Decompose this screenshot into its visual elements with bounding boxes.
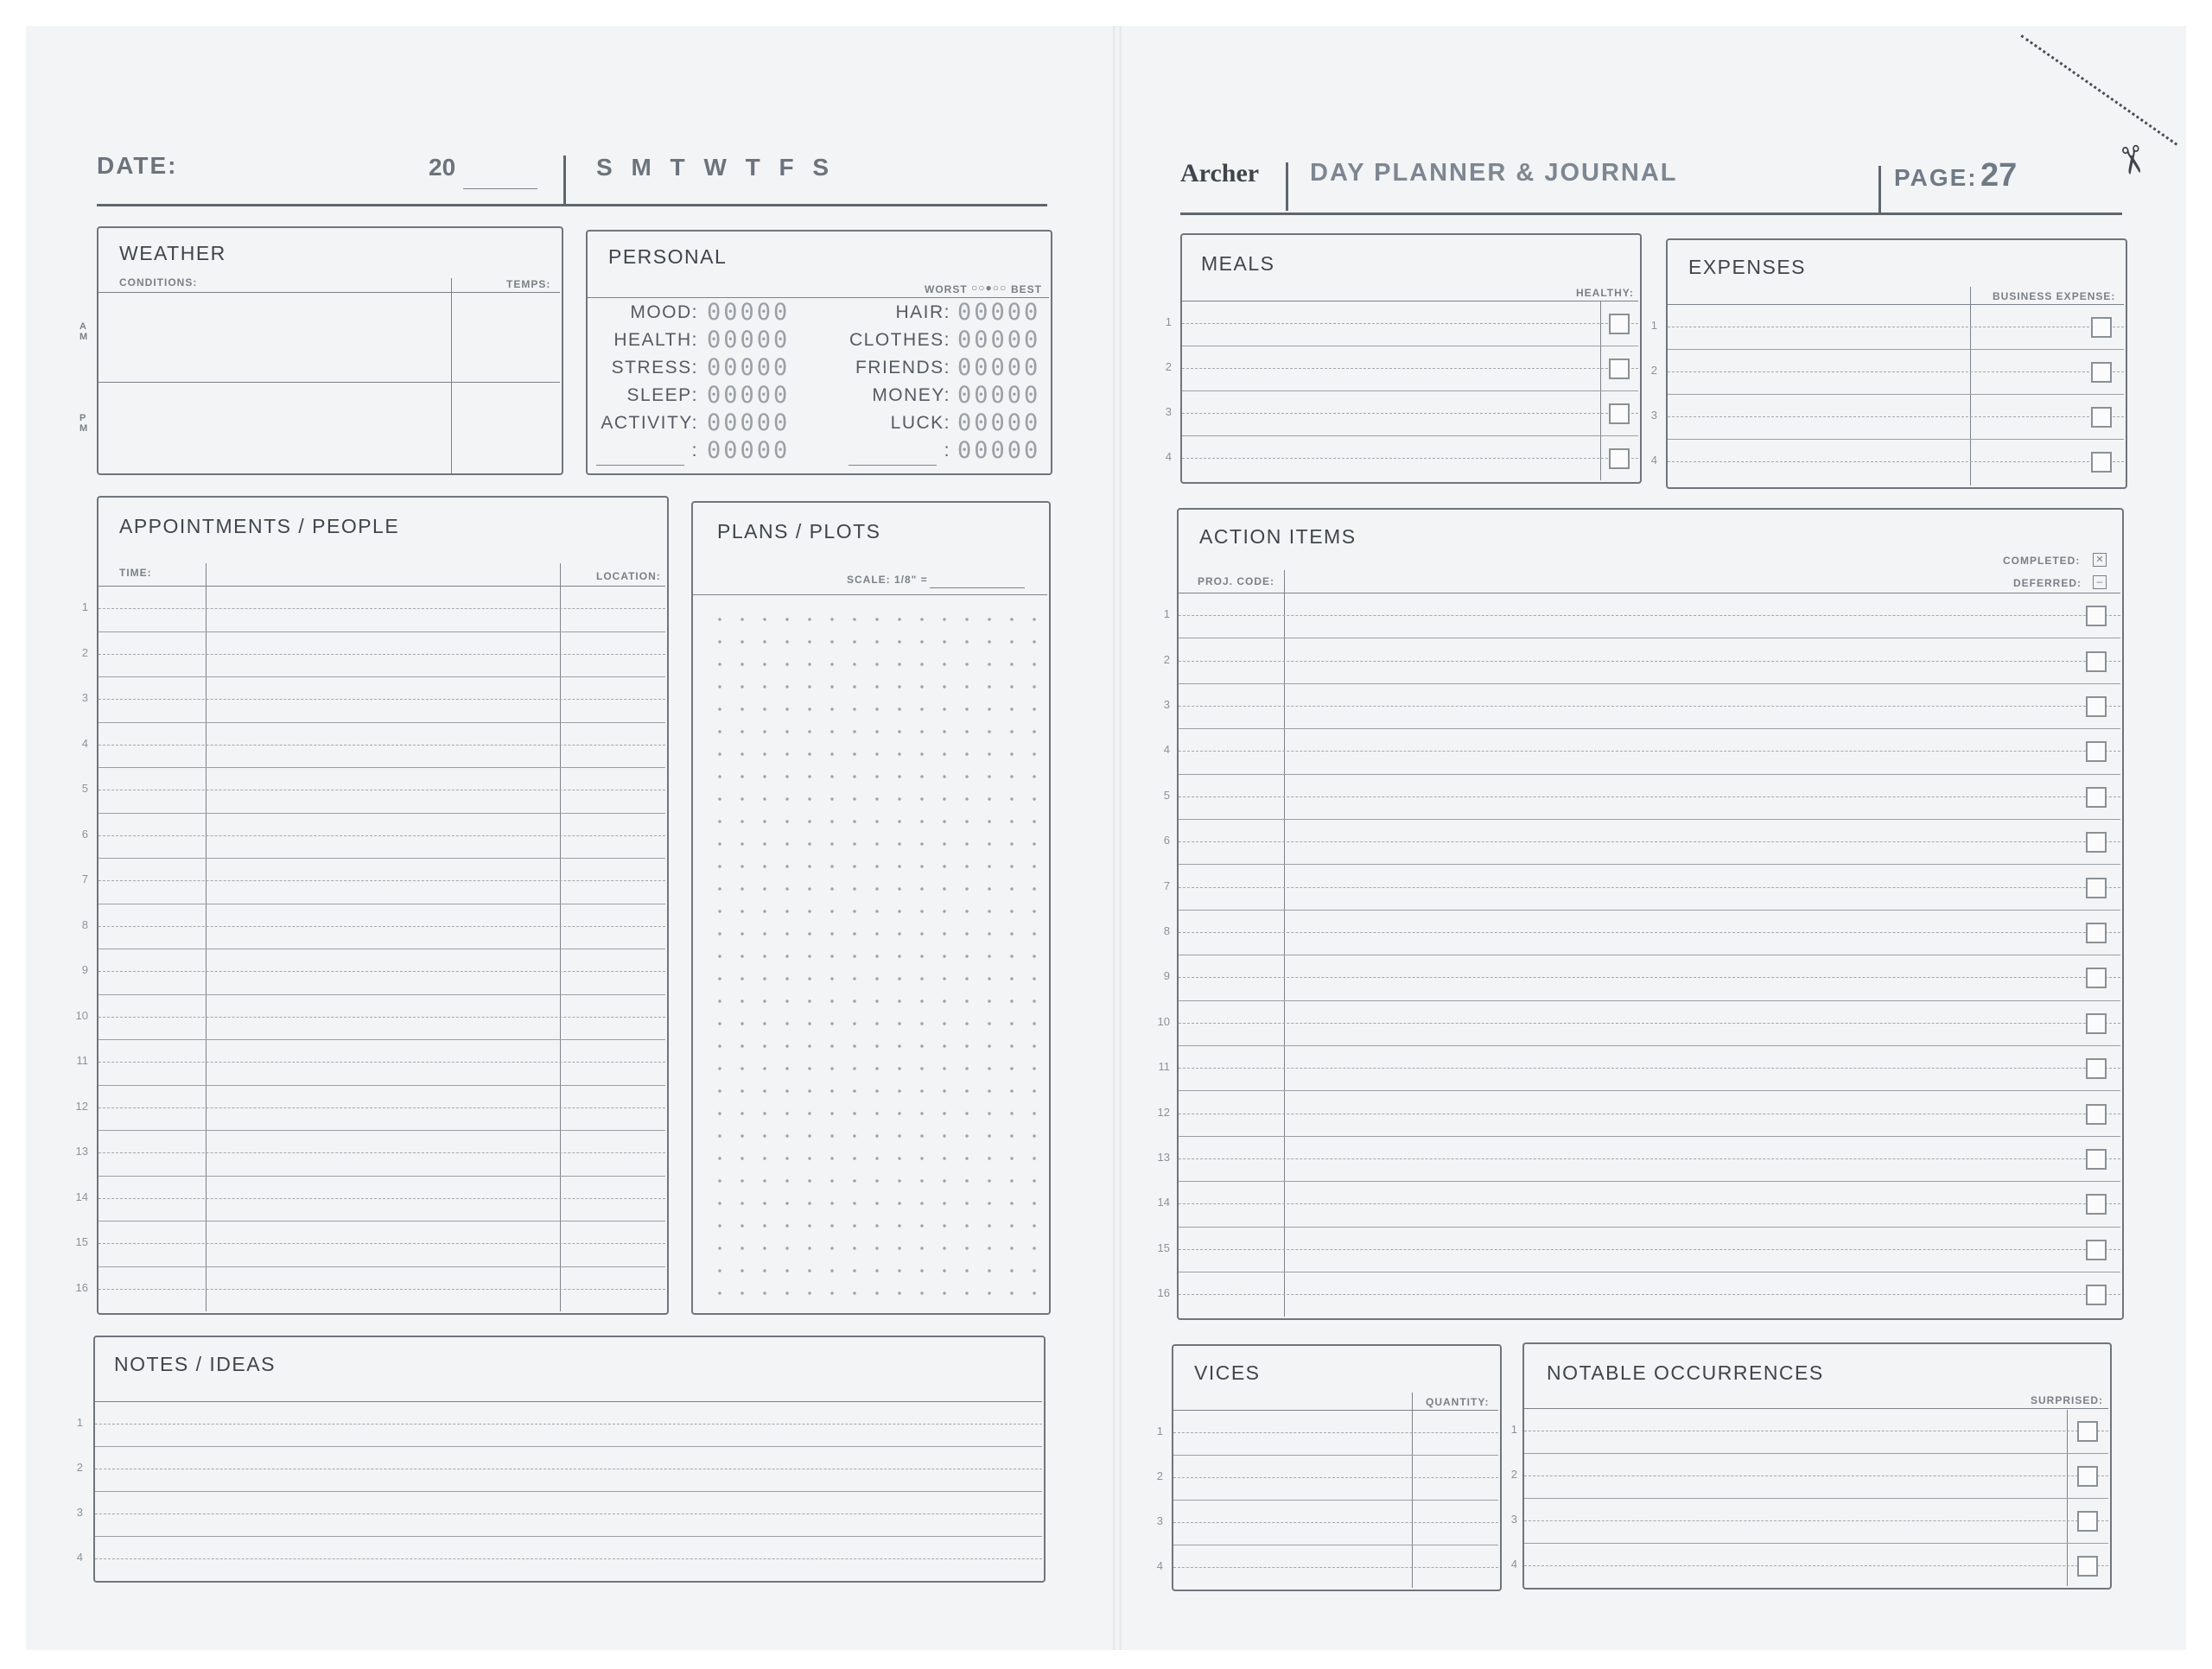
- row-number: 6: [1163, 834, 1170, 847]
- row-number: 15: [75, 1235, 88, 1249]
- appointments-location-label: LOCATION:: [596, 570, 661, 582]
- ruled-line[interactable]: [99, 1243, 665, 1244]
- ruled-line[interactable]: [99, 926, 665, 927]
- row-number: 1: [1510, 1423, 1517, 1436]
- ruled-line[interactable]: [1182, 413, 1638, 414]
- deferred-label: DEFERRED:: [2013, 577, 2082, 589]
- row-checkbox[interactable]: [2086, 606, 2107, 626]
- ruled-line[interactable]: [99, 1198, 665, 1199]
- row-separator: [1524, 1453, 2108, 1454]
- row-number: 9: [1163, 969, 1170, 983]
- ruled-line[interactable]: [1173, 1567, 1498, 1568]
- rating-circles[interactable]: 00000: [707, 327, 791, 353]
- action-items-section: [1177, 508, 2124, 1320]
- rating-label: :: [944, 441, 950, 460]
- page-divider: [1878, 166, 1881, 214]
- ruled-line[interactable]: [99, 835, 665, 836]
- row-number: 4: [1650, 454, 1657, 466]
- row-checkbox[interactable]: [2086, 651, 2107, 672]
- row-checkbox[interactable]: [2086, 968, 2107, 988]
- ruled-line[interactable]: [1179, 841, 2120, 842]
- row-separator: [1524, 1498, 2108, 1499]
- deferred-key-icon: –: [2093, 575, 2107, 589]
- rating-circles[interactable]: 00000: [957, 382, 1041, 409]
- ruled-line[interactable]: [99, 971, 665, 972]
- ruled-line[interactable]: [99, 1289, 665, 1290]
- row-separator: [1179, 1045, 2120, 1046]
- rating-label: FRIENDS:: [855, 358, 950, 378]
- appointments-time-label: TIME:: [119, 567, 152, 579]
- ruled-line[interactable]: [99, 699, 665, 700]
- ruled-line[interactable]: [1173, 1477, 1498, 1478]
- weather-temps-divider: [451, 278, 452, 473]
- row-separator: [1668, 394, 2124, 395]
- ruled-line[interactable]: [1179, 615, 2120, 616]
- row-number: 2: [1165, 360, 1172, 373]
- ruled-line[interactable]: [1179, 751, 2120, 752]
- expenses-header-rule: [1668, 304, 2124, 305]
- row-checkbox[interactable]: [2086, 1058, 2107, 1079]
- ruled-line[interactable]: [1179, 661, 2120, 662]
- notable-surprised-label: SURPRISED:: [2031, 1394, 2104, 1406]
- ruled-line[interactable]: [1173, 1432, 1498, 1433]
- personal-header-rule: [588, 297, 1049, 298]
- row-checkbox[interactable]: [2091, 317, 2112, 338]
- ruled-line[interactable]: [95, 1558, 1042, 1559]
- row-number: 4: [1163, 743, 1170, 757]
- ruled-line[interactable]: [1173, 1522, 1498, 1523]
- rating-circles[interactable]: 00000: [707, 409, 791, 436]
- row-number: 3: [1650, 409, 1657, 422]
- appointments-header-rule: [99, 586, 665, 587]
- dot-grid[interactable]: [709, 608, 1047, 1304]
- rating-circles[interactable]: 00000: [707, 382, 791, 409]
- row-checkbox[interactable]: [2086, 1240, 2107, 1260]
- ruled-line[interactable]: [1524, 1475, 2108, 1476]
- year-underline: [463, 188, 537, 189]
- ruled-line[interactable]: [99, 745, 665, 746]
- row-number: 7: [81, 873, 88, 886]
- rating-label: STRESS:: [611, 358, 698, 378]
- row-number: 1: [1156, 1425, 1163, 1437]
- spine-gutter: [1113, 26, 1122, 1650]
- row-number: 2: [1156, 1469, 1163, 1482]
- rating-label: SLEEP:: [626, 385, 698, 405]
- row-separator: [95, 1491, 1042, 1492]
- brand-divider: [1286, 162, 1288, 211]
- row-separator: [1179, 910, 2120, 911]
- row-separator: [99, 858, 665, 859]
- ruled-line[interactable]: [1179, 932, 2120, 933]
- ruled-line[interactable]: [99, 654, 665, 655]
- row-separator: [1173, 1455, 1498, 1456]
- weather-pm-label: P M: [79, 413, 89, 434]
- row-separator: [99, 1085, 665, 1086]
- row-number: 2: [1510, 1468, 1517, 1481]
- rating-label: MOOD:: [630, 302, 698, 322]
- rating-label: CLOTHES:: [849, 330, 950, 350]
- personal-scale-dots: ○○●○○: [971, 282, 1007, 294]
- personal-title: PERSONAL: [608, 245, 728, 268]
- row-number: 3: [81, 691, 88, 705]
- date-label: DATE:: [97, 152, 178, 179]
- row-separator: [99, 994, 665, 995]
- completed-label: COMPLETED:: [2003, 555, 2081, 567]
- row-number: 12: [75, 1099, 88, 1113]
- row-separator: [99, 1266, 665, 1267]
- appointments-section: [97, 496, 669, 1315]
- ruled-line[interactable]: [99, 1017, 665, 1018]
- notable-title: NOTABLE OCCURRENCES: [1547, 1361, 1824, 1384]
- row-number: 9: [81, 963, 88, 977]
- row-separator: [1668, 439, 2124, 440]
- row-number: 11: [1158, 1060, 1170, 1074]
- rating-label: LUCK:: [890, 413, 950, 433]
- weather-mid-rule: [99, 382, 560, 383]
- product-title: DAY PLANNER & JOURNAL: [1310, 159, 1678, 187]
- page-number: 27: [1980, 157, 2018, 194]
- row-separator: [99, 722, 665, 723]
- expenses-business-label: BUSINESS EXPENSE:: [1993, 290, 2116, 302]
- expenses-title: EXPENSES: [1688, 256, 1806, 278]
- plans-header-rule: [693, 594, 1047, 595]
- plans-title: PLANS / PLOTS: [717, 520, 881, 543]
- row-checkbox[interactable]: [2091, 452, 2112, 473]
- row-number: 2: [1163, 652, 1170, 666]
- row-separator: [1179, 774, 2120, 775]
- row-separator: [1524, 1543, 2108, 1544]
- row-separator: [95, 1446, 1042, 1447]
- notes-header-rule: [95, 1401, 1042, 1402]
- row-number: 4: [81, 736, 88, 750]
- row-checkbox[interactable]: [2086, 878, 2107, 898]
- row-number: 6: [81, 827, 88, 841]
- scissors-icon: ✂: [2107, 141, 2155, 180]
- ruled-line[interactable]: [1179, 1249, 2120, 1250]
- appointments-location-divider: [560, 563, 561, 1311]
- row-separator: [1668, 349, 2124, 350]
- row-number: 8: [81, 917, 88, 931]
- row-number: 3: [76, 1506, 83, 1519]
- plans-scale-label: SCALE: 1/8" =: [847, 574, 928, 586]
- ruled-line[interactable]: [1182, 368, 1638, 369]
- row-number: 1: [81, 600, 88, 614]
- row-checkbox[interactable]: [2086, 1194, 2107, 1215]
- meals-title: MEALS: [1201, 252, 1275, 275]
- row-separator: [99, 676, 665, 677]
- row-separator: [1179, 1136, 2120, 1137]
- row-number: 5: [81, 782, 88, 796]
- row-number: 13: [75, 1145, 88, 1158]
- row-separator: [1179, 819, 2120, 820]
- rating-label: HAIR:: [895, 302, 950, 322]
- row-number: 11: [76, 1054, 88, 1068]
- row-number: 1: [1163, 607, 1170, 621]
- row-checkbox[interactable]: [2077, 1556, 2098, 1577]
- expenses-business-divider: [1970, 287, 1971, 485]
- row-separator: [99, 767, 665, 768]
- ruled-line[interactable]: [99, 1107, 665, 1108]
- ruled-line[interactable]: [1668, 461, 2124, 462]
- row-separator: [1179, 1227, 2120, 1228]
- proj-code-label: PROJ. CODE:: [1198, 575, 1275, 587]
- rating-label: MONEY:: [872, 385, 950, 405]
- row-checkbox[interactable]: [2086, 787, 2107, 808]
- appointments-time-divider: [206, 563, 207, 1311]
- row-separator: [99, 813, 665, 814]
- vices-title: VICES: [1194, 1361, 1261, 1384]
- personal-scale-best: BEST: [1011, 283, 1043, 295]
- personal-blank-right-line: [849, 465, 937, 466]
- rating-circles[interactable]: 00000: [957, 299, 1041, 326]
- row-separator: [1179, 1181, 2120, 1182]
- ruled-line[interactable]: [99, 880, 665, 881]
- year-prefix: 20: [429, 154, 456, 181]
- row-separator: [1182, 390, 1638, 391]
- row-number: 2: [1650, 364, 1657, 377]
- weather-am-label: A M: [79, 321, 89, 342]
- right-header-rule: [1180, 213, 2122, 215]
- left-header-divider: [563, 155, 566, 204]
- row-number: 3: [1165, 405, 1172, 418]
- row-separator: [99, 1039, 665, 1040]
- rating-circles[interactable]: 00000: [957, 327, 1041, 353]
- row-separator: [1179, 728, 2120, 729]
- rating-circles[interactable]: 00000: [707, 437, 791, 464]
- rating-label: HEALTH:: [613, 330, 698, 350]
- ruled-line[interactable]: [1179, 796, 2120, 797]
- appointments-title: APPOINTMENTS / PEOPLE: [119, 515, 400, 537]
- row-number: 3: [1163, 698, 1170, 711]
- personal-scale-worst: WORST: [925, 283, 968, 295]
- row-checkbox[interactable]: [2086, 1285, 2107, 1305]
- row-checkbox[interactable]: [2086, 923, 2107, 943]
- row-number: 13: [1157, 1151, 1170, 1164]
- row-separator: [1182, 435, 1638, 436]
- row-checkbox[interactable]: [1609, 403, 1630, 424]
- weather-header-rule: [99, 292, 560, 293]
- ruled-line[interactable]: [99, 1152, 665, 1153]
- rating-circles[interactable]: 00000: [957, 437, 1041, 464]
- ruled-line[interactable]: [1524, 1520, 2108, 1521]
- weather-title: WEATHER: [119, 242, 226, 264]
- weather-conditions-label: CONDITIONS:: [119, 276, 198, 289]
- ruled-line[interactable]: [1179, 1158, 2120, 1159]
- ruled-line[interactable]: [1179, 1023, 2120, 1024]
- notable-header-rule: [1524, 1408, 2108, 1409]
- rating-circles[interactable]: 00000: [707, 299, 791, 326]
- row-checkbox[interactable]: [2086, 1013, 2107, 1034]
- row-number: 15: [1157, 1241, 1170, 1254]
- row-separator: [99, 1221, 665, 1222]
- row-number: 7: [1163, 879, 1170, 892]
- ruled-line[interactable]: [1179, 1203, 2120, 1204]
- ruled-line[interactable]: [95, 1424, 1042, 1425]
- row-number: 14: [1157, 1196, 1170, 1209]
- rating-circles[interactable]: 00000: [957, 354, 1041, 381]
- row-separator: [1179, 1090, 2120, 1091]
- row-separator: [1173, 1500, 1498, 1501]
- vices-quantity-label: QUANTITY:: [1426, 1396, 1490, 1408]
- vices-header-rule: [1173, 1410, 1498, 1411]
- row-number: 1: [76, 1416, 83, 1429]
- row-checkbox[interactable]: [1609, 359, 1630, 379]
- row-separator: [1179, 864, 2120, 865]
- weather-temps-label: TEMPS:: [506, 278, 551, 290]
- row-number: 4: [1165, 450, 1172, 463]
- row-number: 2: [76, 1461, 83, 1474]
- row-checkbox[interactable]: [1609, 448, 1630, 469]
- ruled-line[interactable]: [1182, 323, 1638, 324]
- row-number: 12: [1157, 1105, 1170, 1119]
- row-number: 5: [1163, 788, 1170, 802]
- row-number: 1: [1650, 319, 1657, 332]
- row-checkbox[interactable]: [1609, 314, 1630, 334]
- proj-code-divider: [1284, 570, 1285, 1317]
- row-number: 3: [1510, 1513, 1517, 1526]
- row-number: 4: [1156, 1559, 1163, 1572]
- row-separator: [99, 1176, 665, 1177]
- completed-key-icon: ✕: [2093, 553, 2107, 567]
- row-number: 10: [75, 1008, 88, 1022]
- row-separator: [99, 631, 665, 632]
- row-checkbox[interactable]: [2091, 407, 2112, 428]
- plans-scale-line: [930, 587, 1025, 588]
- row-number: 10: [1157, 1014, 1170, 1028]
- left-header-rule: [97, 204, 1047, 206]
- ruled-line[interactable]: [99, 1062, 665, 1063]
- weekday-letters[interactable]: S M T W T F S: [596, 154, 836, 181]
- rating-label: ACTIVITY:: [601, 413, 698, 433]
- ruled-line[interactable]: [1179, 1294, 2120, 1295]
- action-items-title: ACTION ITEMS: [1199, 525, 1357, 548]
- ruled-line[interactable]: [1179, 887, 2120, 888]
- row-separator: [1179, 683, 2120, 684]
- row-number: 4: [76, 1551, 83, 1564]
- ruled-line[interactable]: [1179, 1068, 2120, 1069]
- row-number: 4: [1510, 1558, 1517, 1571]
- row-number: 3: [1156, 1514, 1163, 1527]
- row-separator: [1179, 1000, 2120, 1001]
- row-number: 8: [1163, 924, 1170, 937]
- brand-name: Archer: [1180, 159, 1260, 187]
- row-number: 16: [1157, 1286, 1170, 1300]
- row-checkbox[interactable]: [2086, 1104, 2107, 1125]
- ruled-line[interactable]: [1524, 1565, 2108, 1566]
- vices-quantity-divider: [1412, 1393, 1413, 1588]
- personal-blank-left-line: [596, 465, 684, 466]
- rating-circles[interactable]: 00000: [707, 354, 791, 381]
- rating-circles[interactable]: 00000: [957, 409, 1041, 436]
- row-checkbox[interactable]: [2077, 1511, 2098, 1532]
- ruled-line[interactable]: [1179, 706, 2120, 707]
- row-checkbox[interactable]: [2086, 1149, 2107, 1170]
- meals-healthy-label: HEALTHY:: [1576, 287, 1634, 299]
- row-separator: [95, 1536, 1042, 1537]
- row-number: 16: [75, 1280, 88, 1294]
- row-number: 14: [75, 1190, 88, 1203]
- ruled-line[interactable]: [1668, 371, 2124, 372]
- row-checkbox[interactable]: [2091, 362, 2112, 383]
- row-number: 2: [81, 645, 88, 659]
- rating-label: :: [691, 441, 698, 460]
- ruled-line[interactable]: [1182, 458, 1638, 459]
- page-label: PAGE:: [1894, 164, 1978, 191]
- row-checkbox[interactable]: [2086, 696, 2107, 717]
- notes-title: NOTES / IDEAS: [114, 1353, 276, 1375]
- row-checkbox[interactable]: [2077, 1466, 2098, 1487]
- ruled-line[interactable]: [99, 608, 665, 609]
- row-number: 1: [1165, 315, 1172, 328]
- ruled-line[interactable]: [1179, 977, 2120, 978]
- row-separator: [99, 1130, 665, 1131]
- row-checkbox[interactable]: [2086, 832, 2107, 853]
- row-checkbox[interactable]: [2077, 1421, 2098, 1442]
- row-checkbox[interactable]: [2086, 741, 2107, 762]
- ruled-line[interactable]: [1668, 416, 2124, 417]
